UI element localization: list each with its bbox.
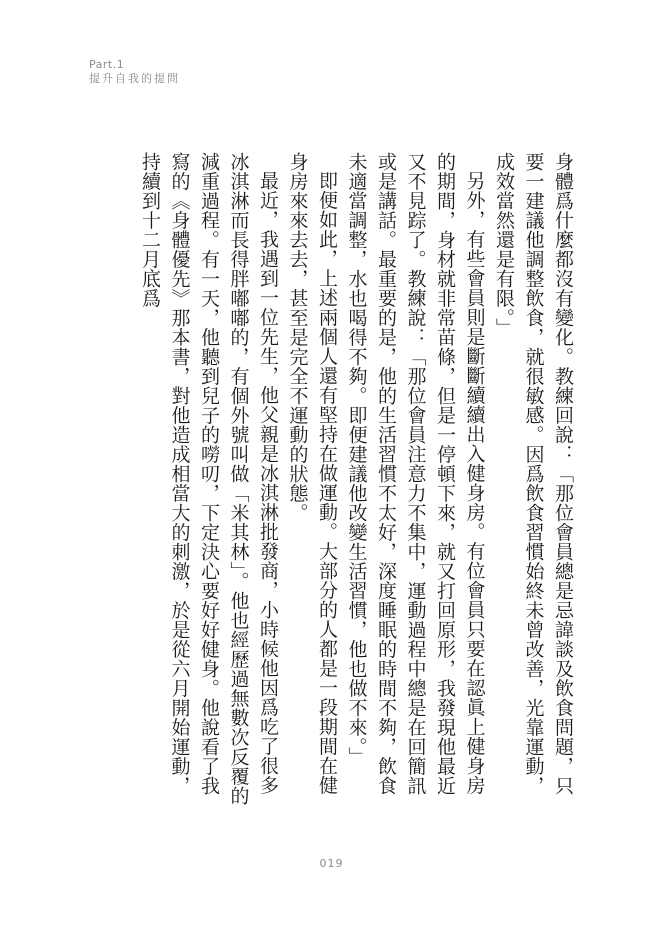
paragraph-2: 另外，有些會員則是斷斷續續出入健身房。有位會員只要在認眞上健身房的期間，身材就非常苗條，但是一停頓下來，就又打回原形，我發現他最近又不見踪了。教練說：「那位會員注意力不集中，運動過程中總是在回簡訊或是講話。最重要的是，他的生活習慣不太好，深度睡眠的時間不夠，飲食未適當調整，水也喝得不夠。即便建議他改變生活習慣，他也做不來。」 [345,152,486,796]
paragraph-4: 最近，我遇到一位先生，他父親是冰淇淋批發商，小時候他因爲吃了很多冰淇淋而長得胖嘟嘟的，有個外號叫做「米其林」。他也經歷過無數次反覆的減重過程。有一天，他聽到兒子的嘮叨，下定決心要好好健身。他說看了我寫的《身體優先》那本書，對他造成相當大的刺激，於是從六月開始運動，持續到十二月底爲 [139,152,279,806]
running-header [89,58,180,86]
part-label: Part.1 [89,58,125,71]
page-number: 019 [319,857,344,870]
paragraph-1: 身體爲什麼都沒有變化。教練回說：「那位會員總是忌諱談及飲食問題，只要一建議他調整飲食，就很敏感。因爲飲食習慣始終未曾改善，光靠運動，成效當然還是有限。」 [493,152,574,796]
body-text [87,152,577,812]
paragraph-3: 即便如此，上述兩個人還有堅持在做運動。大部分的人都是一段期間在健身房來來去去，甚至是完全不運動的狀態。 [286,152,338,795]
part-subtitle: 提升自我的提問 [89,72,180,85]
